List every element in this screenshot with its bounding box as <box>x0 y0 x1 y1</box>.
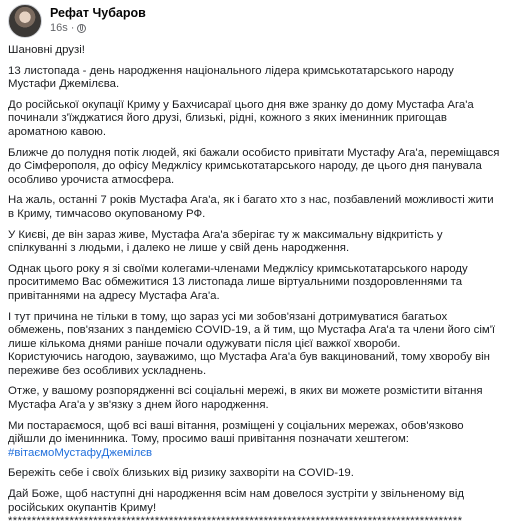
post-paragraph-group <box>8 420 502 461</box>
author-avatar[interactable] <box>8 4 42 38</box>
post-paragraph: Бережіть себе і своїх близьких від ризику захворіти на COVID-19. <box>8 467 354 480</box>
post-paragraph: Ближче до полудня потік людей, які бажали особисто привітати Мустафу Ага'а, переміщався до Сімферополя, до офісу Меджлісу кримськотатарського народу, де цього дня панувала особливо урочиста атмосфера. <box>8 146 500 186</box>
author-name[interactable]: Рефат Чубаров <box>50 6 146 20</box>
globe-icon[interactable] <box>77 24 86 33</box>
post-subline: 16s · <box>50 21 146 36</box>
post-paragraph: Користуючись нагодою, зауважимо, що Мустафа Ага'а був вакцинований, тому хворобу він переживе без особливих ускладнень. <box>8 351 490 377</box>
post-timestamp[interactable]: 16s <box>50 22 68 34</box>
post-body <box>8 44 502 522</box>
post-paragraph: У Києві, де він зараз живе, Мустафа Ага'а зберігає ту ж максимальну відкритість у спілкуванні з людьми, і далеко не лише у свій день народження. <box>8 228 443 255</box>
post-paragraph-group <box>8 488 502 522</box>
post-meta <box>50 6 146 36</box>
hashtag-link[interactable]: #вітаємоМустафуДжемілєв <box>8 446 153 459</box>
post-paragraph: Шановні друзі! <box>8 44 85 56</box>
post-header <box>8 0 502 40</box>
post-paragraph: 13 листопада - день народження національного лідера кримськотатарського народу Мустафи Джемілєва. <box>8 64 454 91</box>
post-paragraph: До російської окупації Криму у Бахчисараї цього дня вже зранку до дому Мустафа Ага'а починали з'їжджатися його друзі, близькі, рідні, кожного з яких іменинник пригощав ароматною кавою. <box>8 98 474 138</box>
post-paragraph: На жаль, останні 7 років Мустафа Ага'а, як і багато хто з нас, позбавлений можливості жити в Криму, тимчасово окупованому РФ. <box>8 194 494 220</box>
separator-stars: ************************************************************************************************ <box>8 515 463 522</box>
post-paragraph: Однак цього року я зі своїми колегами-членами Меджлісу кримськотатарського народу проситимемо Вас обмежитися 13 листопада лише віртуальними поздоровленнями та привітаннями на адресу Мустафа Ага'а. <box>8 262 468 302</box>
post-paragraph: Ми постараємося, щоб всі ваші вітання, розміщені у соціальних мережах, обов'язково дійшли до іменинника. Тому, просимо ваші привітання позначати хештегом: <box>8 419 464 446</box>
post-paragraph: Отже, у вашому розпорядженні всі соціальні мережі, в яких ви можете розмістити вітання Мустафа Ага'а у зв'язку з днем його народження. <box>8 385 483 412</box>
post-paragraph-group <box>8 311 502 379</box>
post-paragraph: І тут причина не тільки в тому, що зараз усі ми зобов'язані дотримуватися багатьох обмежень, пов'язаних з пандемією COVID-19, а й тим, що Мустафа Ага'а та члени його сім'ї лише кількома днями раніше почали одужувати після цієї важкої хвороби. <box>8 310 496 350</box>
post-paragraph: Дай Боже, щоб наступні дні народження всім нам довелося зустріти у звільненому від російських окупантів Криму! <box>8 488 465 514</box>
